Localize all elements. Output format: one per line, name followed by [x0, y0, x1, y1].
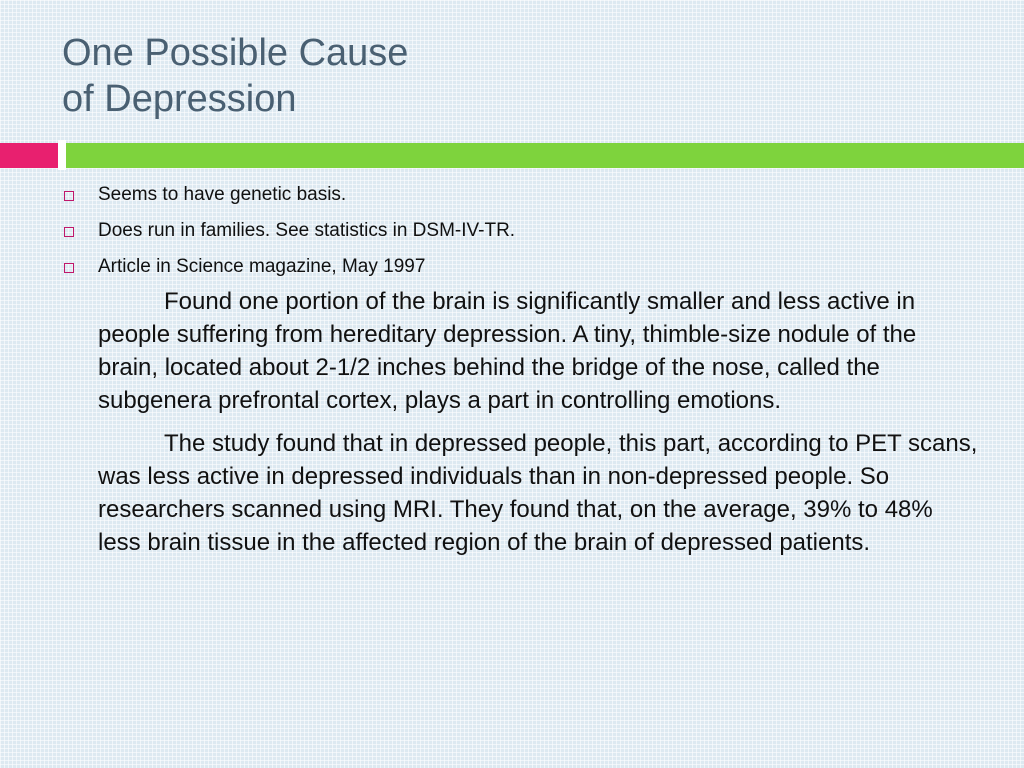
accent-bar-pink [0, 143, 58, 168]
bullet-item [62, 183, 982, 207]
square-bullet-icon [64, 191, 74, 201]
body-paragraph: Found one portion of the brain is significantly smaller and less active in people suffering from hereditary depression. A tiny, thimble-size nodule of the brain, located about 2-1/2 inches behind the bridge of the nose, called the subgenera prefrontal cortex, plays a part in controlling emotions. [98, 288, 917, 414]
bullet-item [62, 219, 982, 243]
title-line-2: of Depression [62, 78, 297, 120]
accent-bar-green [66, 143, 1024, 168]
body-paragraph: The study found that in depressed people, this part, according to PET scans, was less active in depressed individuals than in non-depressed people. So researchers scanned using MRI. They found that, on the average, 39% to 48% less brain tissue in the affected region of the brain of depressed patients. [98, 430, 978, 556]
bullet-text: Article in Science magazine, May 1997 [98, 256, 426, 277]
accent-bar-gap [58, 140, 66, 170]
title-line-1: One Possible Cause [62, 32, 409, 74]
bullet-item [62, 255, 982, 279]
slide-body [62, 183, 982, 569]
bullet-text: Seems to have genetic basis. [98, 184, 347, 205]
slide-title [62, 30, 962, 122]
square-bullet-icon [64, 263, 74, 273]
bullet-text: Does run in families. See statistics in DSM-IV-TR. [98, 220, 516, 241]
square-bullet-icon [64, 227, 74, 237]
